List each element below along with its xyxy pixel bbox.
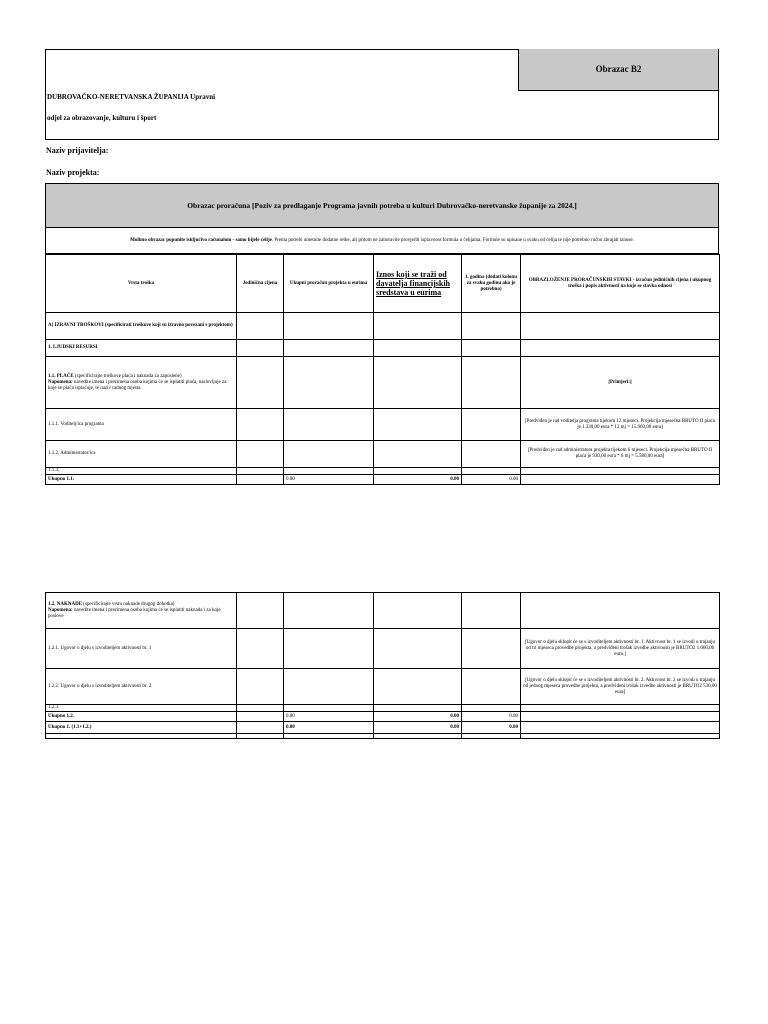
justification-cell[interactable] bbox=[521, 705, 720, 712]
table-row bbox=[46, 340, 720, 357]
year1-cell[interactable] bbox=[462, 468, 521, 475]
row-121-justification[interactable]: [Ugovor o djelu sklopit će se s izvoditeljem aktivnosti br. 1. Aktivnost br. 1 se izvodi u trajanju od tri mjeseca provedbe projekta, a predviđeni trošak izvedbe aktivnosti je BRUTO2 1.060,00 eura.] bbox=[521, 629, 720, 669]
fees-note: navedite imena i prezimena osoba kojima će se isplatiti naknada i za koje poslove bbox=[48, 607, 221, 619]
salaries-note-label: Napomena: bbox=[48, 379, 73, 385]
col-total-budget: Ukupni proračun projekta u eurima bbox=[284, 255, 374, 313]
requested-cell[interactable] bbox=[374, 593, 462, 629]
unit-price-cell[interactable] bbox=[237, 593, 284, 629]
direct-costs-label: A) IZRAVNI TROŠKOVI (specificirati troškove koji su izravno povezani s projektom) bbox=[46, 313, 237, 340]
salaries-spec: (specificirajte troškove plaća i naknada za zaposlene) bbox=[73, 373, 182, 379]
requested-cell[interactable] bbox=[374, 669, 462, 705]
budget-banner bbox=[45, 183, 719, 228]
table-row bbox=[46, 705, 720, 712]
budget-table-1 bbox=[45, 254, 720, 485]
justification-cell[interactable] bbox=[521, 313, 720, 340]
year1-cell[interactable] bbox=[462, 340, 521, 357]
example-label: [Primjeri:] bbox=[521, 357, 720, 409]
fees-label bbox=[46, 593, 237, 629]
requested-cell[interactable] bbox=[374, 409, 462, 441]
row-122-justification[interactable]: [Ugovor o djelu sklopit će se s izvoditeljem aktivnosti br. 2. Aktivnost br. 2 se izvodi u trajanju od jednog mjeseca provedbe projekta, a predviđeni trošak izvedbe aktivnosti je BRUTO2 530,00 eura] bbox=[521, 669, 720, 705]
total-row bbox=[46, 712, 720, 722]
human-resources-label: 1. LJUDSKI RESURSI bbox=[46, 340, 237, 357]
form-code-cell bbox=[518, 49, 718, 91]
unit-price-cell[interactable] bbox=[237, 441, 284, 468]
row-112-justification[interactable]: [Predviđen je rad administratora projekta tijekom 6 mjeseci. Projekcija mjesečna BRUTO II plaća je 930,00 eura * 6 mj = 5.580,00 eura] bbox=[521, 441, 720, 468]
instruction-row bbox=[45, 227, 719, 254]
table-row bbox=[46, 357, 720, 409]
year1-cell[interactable] bbox=[462, 409, 521, 441]
salaries-title: 1.1. PLAĆE bbox=[48, 373, 74, 379]
total-12-year1: 0.00 bbox=[462, 712, 521, 722]
total-row bbox=[46, 475, 720, 485]
year1-cell[interactable] bbox=[462, 734, 521, 739]
total-12-label: Ukupno 1.2. bbox=[46, 712, 237, 722]
total-1-budget: 0.00 bbox=[284, 722, 374, 734]
row-113-label: 1.1.3. bbox=[46, 468, 237, 475]
table-row bbox=[46, 468, 720, 475]
row-111-justification[interactable]: [Predviđen je rad voditelja programa tijekom 12 mjeseci. Projekcija mjesečna BRUTO II plaća je 1.330,00 eura * 12 mj = 15.960,00 eura] bbox=[521, 409, 720, 441]
total-budget-cell[interactable] bbox=[284, 357, 374, 409]
year1-cell[interactable] bbox=[462, 669, 521, 705]
total-budget-cell[interactable] bbox=[284, 669, 374, 705]
project-label: Naziv projekta: bbox=[46, 168, 100, 177]
fees-note-label: Napomena: bbox=[48, 607, 73, 613]
year1-cell[interactable] bbox=[462, 705, 521, 712]
total-12-requested: 0.00 bbox=[374, 712, 462, 722]
justification-cell[interactable] bbox=[521, 340, 720, 357]
salaries-label bbox=[46, 357, 237, 409]
justification-cell bbox=[521, 475, 720, 485]
unit-price-cell bbox=[237, 712, 284, 722]
justification-cell[interactable] bbox=[521, 734, 720, 739]
total-11-year1: 0.00 bbox=[462, 475, 521, 485]
unit-price-cell[interactable] bbox=[237, 669, 284, 705]
requested-cell[interactable] bbox=[374, 313, 462, 340]
col-requested: Iznos koji se traži od davatelja financijskih sredstava u eurima bbox=[374, 255, 462, 313]
table-row bbox=[46, 409, 720, 441]
unit-price-cell[interactable] bbox=[237, 357, 284, 409]
requested-cell[interactable] bbox=[374, 734, 462, 739]
requested-cell[interactable] bbox=[374, 629, 462, 669]
year1-cell[interactable] bbox=[462, 441, 521, 468]
org-line-1: DUBROVAČKO-NERETVANSKA ŽUPANIJA Upravni bbox=[47, 93, 216, 101]
total-budget-cell[interactable] bbox=[284, 629, 374, 669]
total-11-label: Ukupno 1.1. bbox=[46, 475, 237, 485]
unit-price-cell[interactable] bbox=[237, 340, 284, 357]
table-row bbox=[46, 313, 720, 340]
table-row bbox=[46, 629, 720, 669]
unit-price-cell[interactable] bbox=[237, 313, 284, 340]
table-row bbox=[46, 441, 720, 468]
justification-cell bbox=[521, 712, 720, 722]
table-row bbox=[46, 734, 720, 739]
row-122-label: 1.2.2. Ugovor o djelu s izvoditeljem aktivnosti br. 2 bbox=[46, 669, 237, 705]
column-header-row bbox=[46, 255, 720, 313]
year1-cell[interactable] bbox=[462, 357, 521, 409]
unit-price-cell[interactable] bbox=[237, 468, 284, 475]
requested-cell[interactable] bbox=[374, 468, 462, 475]
justification-cell[interactable] bbox=[521, 593, 720, 629]
total-budget-cell[interactable] bbox=[284, 340, 374, 357]
total-budget-cell[interactable] bbox=[284, 441, 374, 468]
banner-title: Obrazac proračuna [Poziv za predlaganje Programa javnih potreba u kulturi Dubrovačko-neretvanske županije za 2024.] bbox=[187, 201, 577, 210]
row-121-label: 1.2.1. Ugovor o djelu s izvoditeljem aktivnosti br. 1 bbox=[46, 629, 237, 669]
unit-price-cell[interactable] bbox=[237, 409, 284, 441]
table-row bbox=[46, 669, 720, 705]
total-11-budget: 0.00 bbox=[284, 475, 374, 485]
salaries-note: navedite imena i prezimena osoba kojima će se isplatiti plaća, naslovljuje za koje se plaća isplaćuje, te naziv radnog mjesta bbox=[48, 379, 227, 391]
requested-cell[interactable] bbox=[374, 705, 462, 712]
col-type: Vrsta troška bbox=[46, 255, 237, 313]
row-123-label: 1.2.3. bbox=[46, 705, 237, 712]
unit-price-cell bbox=[237, 475, 284, 485]
col-year1: 1. godina (dodati kolonu za svaku godinu ako je potrebno) bbox=[462, 255, 521, 313]
year1-cell[interactable] bbox=[462, 313, 521, 340]
instruction-bold: Molimo obrazac popunite isključivo računalom - samo bijele ćelije bbox=[130, 238, 272, 243]
total-budget-cell[interactable] bbox=[284, 468, 374, 475]
table-row bbox=[46, 593, 720, 629]
row-111-label: 1.1.1. Voditelj/ica programa bbox=[46, 409, 237, 441]
justification-cell[interactable] bbox=[521, 468, 720, 475]
col-justification: OBRAZLOŽENJE PRORAČUNSKIH STAVKI - izračun jediničnih cijena i ukupnog troška i popis aktivnosti na koje se stavka odnosi bbox=[521, 255, 720, 313]
requested-cell[interactable] bbox=[374, 357, 462, 409]
unit-price-cell bbox=[237, 722, 284, 734]
total-budget-cell[interactable] bbox=[284, 409, 374, 441]
total-1-label: Ukupno 1. (1.1+1.2.) bbox=[46, 722, 237, 734]
unit-price-cell[interactable] bbox=[237, 629, 284, 669]
total-1-year1: 0.00 bbox=[462, 722, 521, 734]
row-112-label: 1.1.2. Administrator/ica bbox=[46, 441, 237, 468]
fees-title: 1.2. NAKNADE bbox=[48, 601, 83, 607]
unit-price-cell[interactable] bbox=[237, 734, 284, 739]
total-1-requested: 0.00 bbox=[374, 722, 462, 734]
total-budget-cell[interactable] bbox=[284, 705, 374, 712]
empty-cell[interactable] bbox=[46, 734, 237, 739]
total-row bbox=[46, 722, 720, 734]
requested-cell[interactable] bbox=[374, 340, 462, 357]
instruction-rest: . Prema potrebi umetnite dodatne retke, ali pritom ne zaboravite provjeriti ispravnost formula u ćelijama. Formule su upisane u svaku od ćelija te nije potrebno ručno zbrajati iznose. bbox=[271, 238, 634, 243]
total-budget-cell[interactable] bbox=[284, 313, 374, 340]
year1-cell[interactable] bbox=[462, 629, 521, 669]
total-budget-cell[interactable] bbox=[284, 593, 374, 629]
justification-cell bbox=[521, 722, 720, 734]
total-budget-cell[interactable] bbox=[284, 734, 374, 739]
budget-table-2 bbox=[45, 592, 720, 739]
form-code: Obrazac B2 bbox=[595, 64, 642, 74]
total-12-budget: 0.00 bbox=[284, 712, 374, 722]
fees-spec: (specificirajte vrstu naknade drugog dohotka) bbox=[82, 601, 175, 607]
year1-cell[interactable] bbox=[462, 593, 521, 629]
col-unit-price: Jedinična cijena bbox=[237, 255, 284, 313]
org-line-2: odjel za obrazovanje, kulturu i šport bbox=[47, 114, 157, 122]
unit-price-cell[interactable] bbox=[237, 705, 284, 712]
requested-cell[interactable] bbox=[374, 441, 462, 468]
total-11-requested: 0.00 bbox=[374, 475, 462, 485]
applicant-label: Naziv prijavitelja: bbox=[46, 146, 109, 155]
